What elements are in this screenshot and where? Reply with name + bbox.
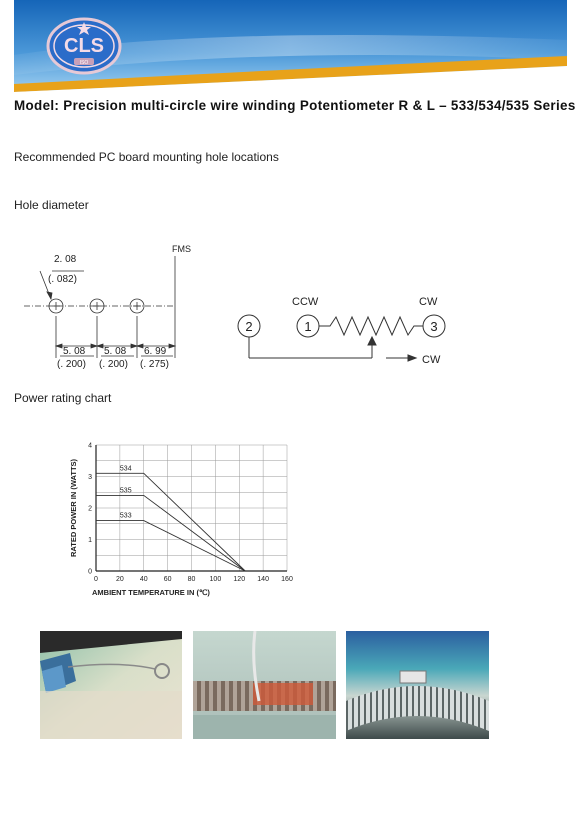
x-tick-label: 100 bbox=[209, 576, 222, 583]
logo-text: CLS bbox=[64, 35, 104, 57]
hole-location-svg bbox=[22, 240, 202, 370]
x-tick-label: 0 bbox=[94, 576, 98, 583]
potentiometer-schematic bbox=[226, 292, 466, 372]
header-banner bbox=[14, 0, 567, 96]
y-tick-label: 3 bbox=[88, 474, 92, 481]
fms-reference-label: FMS bbox=[172, 244, 191, 254]
photo-winding-coil-image bbox=[193, 631, 336, 739]
y-tick-label: 4 bbox=[88, 442, 92, 450]
power-rating-chart bbox=[40, 437, 495, 612]
product-photo-winding-coil bbox=[193, 631, 336, 739]
y-tick-label: 2 bbox=[88, 505, 92, 513]
logo-subtext: ISO bbox=[79, 60, 89, 66]
ccw-label: CCW bbox=[292, 296, 319, 308]
x-tick-label: 60 bbox=[163, 576, 172, 583]
schematic-svg bbox=[226, 292, 466, 372]
hole-location-drawing bbox=[22, 240, 202, 370]
spacing-2-in: (. 200) bbox=[99, 359, 128, 370]
spacing-3-in: (. 275) bbox=[140, 359, 169, 370]
series-label-533: 533 bbox=[119, 512, 132, 520]
cw-label: CW bbox=[419, 296, 438, 308]
x-tick-label: 120 bbox=[233, 576, 246, 583]
x-tick-label: 160 bbox=[281, 576, 293, 583]
photo-wire-terminal-image bbox=[40, 631, 182, 739]
spacing-3-mm: 6. 99 bbox=[144, 346, 167, 357]
chart-x-axis-label: AMBIENT TEMPERATURE IN (℃) bbox=[92, 588, 210, 597]
spacing-1-in: (. 200) bbox=[57, 359, 86, 370]
y-tick-label: 1 bbox=[88, 537, 92, 544]
terminal-1-label: 1 bbox=[304, 319, 312, 334]
terminal-2-label: 2 bbox=[245, 319, 253, 334]
series-label-535: 535 bbox=[119, 487, 132, 495]
cw-arrow-label: CW bbox=[422, 354, 441, 366]
series-label-534: 534 bbox=[119, 465, 132, 473]
spacing-2-mm: 5. 08 bbox=[104, 346, 127, 357]
page-title: Model: Precision multi-circle wire winding Potentiometer R & L – 533/534/535 Series bbox=[14, 98, 576, 113]
power-rating-chart-svg bbox=[40, 437, 495, 612]
company-logo bbox=[48, 19, 120, 73]
x-tick-label: 140 bbox=[257, 576, 269, 583]
section-heading-hole-diameter: Hole diameter bbox=[14, 198, 89, 212]
banner-graphic bbox=[14, 0, 567, 96]
product-photo-wire-terminal bbox=[40, 631, 182, 739]
y-tick-label: 0 bbox=[88, 568, 92, 576]
x-tick-label: 40 bbox=[139, 576, 148, 583]
photo-element-ring-image bbox=[346, 631, 489, 739]
chart-y-axis-label: RATED POWER IN (WATTS) bbox=[69, 458, 78, 558]
spacing-1-mm: 5. 08 bbox=[63, 346, 86, 357]
hole-diameter-mm: 2. 08 bbox=[54, 254, 77, 265]
x-tick-label: 20 bbox=[115, 576, 124, 583]
section-heading-mounting: Recommended PC board mounting hole locations bbox=[14, 150, 279, 164]
section-heading-power-rating: Power rating chart bbox=[14, 391, 112, 405]
hole-diameter-in: (. 082) bbox=[48, 274, 77, 285]
x-tick-label: 80 bbox=[187, 576, 196, 583]
product-photo-element-ring bbox=[346, 631, 489, 739]
terminal-3-label: 3 bbox=[430, 319, 438, 334]
